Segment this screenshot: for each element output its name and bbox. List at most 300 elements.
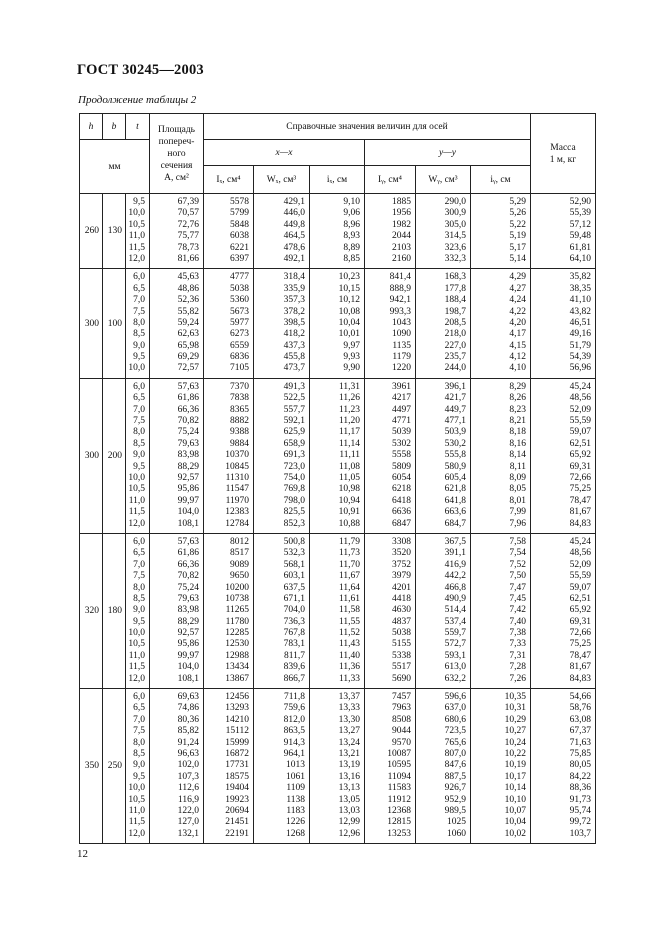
value-a: 72,57: [177, 363, 199, 374]
value-ix: 13,30: [338, 714, 360, 725]
value-t: 10,5: [128, 484, 145, 495]
value-t: 11,5: [128, 242, 145, 253]
value-ix: 11970: [225, 495, 249, 506]
value-a: 92,57: [177, 628, 199, 639]
value-wy: 605,4: [444, 472, 466, 483]
value-iy: 5338: [392, 650, 411, 661]
value-a: 81,66: [177, 253, 199, 264]
value-ix: 5360: [230, 295, 249, 306]
value-mass: 51,79: [569, 340, 591, 351]
value-wx: 418,2: [283, 329, 305, 340]
value-iy: 8,01: [509, 495, 526, 506]
value-a: 107,3: [177, 771, 199, 782]
cell-iy: [365, 378, 416, 533]
value-ix: 8012: [230, 536, 249, 547]
value-iy: 10,22: [504, 748, 526, 759]
value-wx: 625,9: [283, 427, 305, 438]
value-iy: 10,31: [504, 703, 526, 714]
header-reference: Справочные значения величин для осей: [204, 114, 531, 140]
value-mass: 62,51: [569, 593, 591, 604]
value-iy: 8,05: [509, 484, 526, 495]
value-iy: 10,19: [504, 760, 526, 771]
value-iy: 888,9: [389, 283, 411, 294]
value-a: 132,1: [177, 828, 199, 839]
value-t: 8,5: [133, 748, 145, 759]
value-wx: 603,1: [283, 571, 305, 582]
value-ix: 11547: [225, 484, 249, 495]
value-iy: 942,1: [389, 295, 411, 306]
value-ix: 13,24: [338, 737, 360, 748]
value-t: 10,0: [128, 208, 145, 219]
value-iy: 8,26: [509, 393, 526, 404]
header-mass-line1: Масса: [550, 142, 576, 153]
value-mass: 75,85: [569, 748, 591, 759]
value-ix: 9388: [230, 427, 249, 438]
value-t: 12,0: [128, 673, 145, 684]
value-mass: 52,09: [569, 404, 591, 415]
value-wy: 314,5: [444, 231, 466, 242]
value-iy: 10,07: [504, 805, 526, 816]
value-a: 85,82: [177, 726, 199, 737]
value-wy: 723,5: [444, 726, 466, 737]
value-ix: 10845: [225, 461, 249, 472]
value-ix: 6221: [230, 242, 249, 253]
value-iy: 12368: [387, 805, 411, 816]
value-iy: 8,23: [509, 404, 526, 415]
header-axis-y: [365, 140, 531, 166]
value-a: 112,6: [177, 783, 199, 794]
value-a: 75,77: [177, 231, 199, 242]
value-t: 9,0: [133, 605, 145, 616]
value-ix: 7370: [230, 381, 249, 392]
value-wy: 680,6: [444, 714, 466, 725]
cell-a: [150, 378, 204, 533]
value-iy: 3752: [392, 559, 411, 570]
header-wy: Wᵧ, см³: [416, 166, 471, 194]
value-ix: 11,11: [339, 450, 360, 461]
value-wx: 568,1: [283, 559, 305, 570]
value-ix: 5578: [230, 197, 249, 207]
value-wy: 530,2: [444, 438, 466, 449]
value-a: 66,36: [177, 404, 199, 415]
value-a: 127,0: [177, 817, 199, 828]
value-ix: 6273: [230, 329, 249, 340]
value-ix: 10370: [225, 450, 249, 461]
value-ix: 19404: [225, 783, 249, 794]
value-mass: 84,83: [569, 673, 591, 684]
value-ix: 11,64: [338, 582, 360, 593]
value-ix: 11,73: [338, 548, 360, 559]
value-ix: 13,19: [338, 760, 360, 771]
cell-wy: [416, 378, 471, 533]
cell-wx: [254, 194, 310, 269]
value-mass: 59,48: [569, 231, 591, 242]
value-iy: 5038: [392, 628, 411, 639]
header-iy-small: iᵧ, см: [471, 166, 531, 194]
value-t: 8,0: [133, 737, 145, 748]
value-wy: 1025: [447, 817, 466, 828]
value-iy: 5302: [392, 438, 411, 449]
value-ix: 9,10: [343, 197, 360, 207]
value-ix: 9,90: [343, 363, 360, 374]
header-h: [80, 114, 103, 140]
value-iy: 8,21: [509, 416, 526, 427]
value-iy: 9044: [392, 726, 411, 737]
header-b: [103, 114, 126, 140]
value-wx: 704,0: [283, 605, 305, 616]
value-mass: 59,07: [569, 427, 591, 438]
cell-ix: [204, 533, 254, 688]
value-wx: 592,1: [283, 416, 305, 427]
value-wx: 723,0: [283, 461, 305, 472]
value-ix: 12,99: [338, 817, 360, 828]
value-ix: 11,43: [338, 639, 360, 650]
cell-h: 320: [80, 533, 103, 688]
value-t: 7,0: [133, 404, 145, 415]
value-iy: 5809: [392, 461, 411, 472]
cell-h: 260: [80, 194, 103, 269]
value-iy: 8,14: [509, 450, 526, 461]
value-a: 66,36: [177, 559, 199, 570]
value-mass: 55,39: [569, 208, 591, 219]
value-t: 9,0: [133, 450, 145, 461]
value-a: 69,29: [177, 352, 199, 363]
value-t: 6,5: [133, 703, 145, 714]
value-ix: 20694: [225, 805, 249, 816]
value-t: 9,0: [133, 340, 145, 351]
value-wy: 641,8: [444, 495, 466, 506]
value-ix: 8,96: [343, 219, 360, 230]
value-ix: 12383: [225, 507, 249, 518]
value-wx: 398,5: [283, 317, 305, 328]
value-wx: 464,5: [283, 231, 305, 242]
cell-ix: [310, 689, 365, 844]
header-iy-big: Iᵧ, см⁴: [365, 166, 416, 194]
value-wx: 429,1: [283, 197, 305, 207]
value-wy: 442,2: [444, 571, 466, 582]
value-ix: 14210: [225, 714, 249, 725]
value-wx: 478,6: [283, 242, 305, 253]
value-a: 59,24: [177, 317, 199, 328]
value-ix: 10,23: [338, 272, 360, 283]
value-wy: 391,1: [444, 548, 466, 559]
value-mass: 59,07: [569, 582, 591, 593]
value-wx: 473,7: [283, 363, 305, 374]
value-ix: 12285: [225, 628, 249, 639]
value-mass: 81,67: [569, 507, 591, 518]
header-t-label: t: [136, 121, 139, 132]
value-mass: 78,47: [569, 650, 591, 661]
value-mass: 75,25: [569, 639, 591, 650]
value-a: 61,86: [177, 393, 199, 404]
value-iy: 7,31: [509, 650, 526, 661]
value-ix: 8882: [230, 416, 249, 427]
value-mass: 88,36: [569, 783, 591, 794]
value-a: 70,82: [177, 416, 199, 427]
value-iy: 841,4: [389, 272, 411, 283]
value-t: 6,0: [133, 536, 145, 547]
value-ix: 8517: [230, 548, 249, 559]
value-a: 75,24: [177, 582, 199, 593]
value-wx: 357,3: [283, 295, 305, 306]
cell-h: 350: [80, 689, 103, 844]
value-wy: 323,6: [444, 242, 466, 253]
value-ix: 13,33: [338, 703, 360, 714]
value-wx: 500,8: [283, 536, 305, 547]
value-wy: 244,0: [444, 363, 466, 374]
value-mass: 55,59: [569, 416, 591, 427]
cell-ix: [310, 378, 365, 533]
value-a: 92,57: [177, 472, 199, 483]
value-t: 6,0: [133, 381, 145, 392]
value-ix: 12784: [225, 518, 249, 529]
value-wy: 416,9: [444, 559, 466, 570]
cell-iy: [365, 533, 416, 688]
value-wy: 537,4: [444, 616, 466, 627]
value-a: 70,82: [177, 571, 199, 582]
value-t: 7,5: [133, 726, 145, 737]
value-iy: 10,17: [504, 771, 526, 782]
value-t: 10,0: [128, 628, 145, 639]
value-ix: 13,21: [338, 748, 360, 759]
value-ix: 15999: [225, 737, 249, 748]
value-ix: 9884: [230, 438, 249, 449]
value-ix: 10,94: [338, 495, 360, 506]
value-ix: 10,15: [338, 283, 360, 294]
value-ix: 11,36: [338, 662, 360, 673]
cell-t: [126, 533, 150, 688]
value-mass: 103,7: [569, 828, 591, 839]
value-iy: 4217: [392, 393, 411, 404]
value-ix: 11,08: [338, 461, 360, 472]
value-ix: 10,98: [338, 484, 360, 495]
value-wy: 305,0: [444, 219, 466, 230]
cell-iy: [471, 533, 531, 688]
value-mass: 95,74: [569, 805, 591, 816]
value-iy: 5,29: [509, 197, 526, 207]
value-iy: 5039: [392, 427, 411, 438]
table-row: [80, 689, 596, 844]
table-row: [80, 533, 596, 688]
value-ix: 21451: [225, 817, 249, 828]
value-mass: 56,96: [569, 363, 591, 374]
value-ix: 22191: [225, 828, 249, 839]
value-ix: 8365: [230, 404, 249, 415]
value-ix: 11310: [225, 472, 249, 483]
value-ix: 11,33: [338, 673, 360, 684]
value-iy: 12815: [387, 817, 411, 828]
header-mass: [531, 114, 596, 194]
value-iy: 7,28: [509, 662, 526, 673]
value-ix: 10,08: [338, 306, 360, 317]
value-ix: 5038: [230, 283, 249, 294]
value-ix: 11,26: [338, 393, 360, 404]
value-iy: 8,09: [509, 472, 526, 483]
cell-mass: [531, 533, 596, 688]
page-number: 12: [77, 848, 88, 860]
value-iy: 1885: [392, 197, 411, 207]
value-iy: 10,35: [504, 692, 526, 703]
value-wx: 852,3: [283, 518, 305, 529]
value-iy: 4,10: [509, 363, 526, 374]
value-wx: 492,1: [283, 253, 305, 264]
value-a: 57,63: [177, 381, 199, 392]
table-row: [80, 378, 596, 533]
value-iy: 5558: [392, 450, 411, 461]
cell-t: [126, 378, 150, 533]
value-ix: 12988: [225, 650, 249, 661]
value-ix: 9,97: [343, 340, 360, 351]
value-iy: 4,12: [509, 352, 526, 363]
value-mass: 99,72: [569, 817, 591, 828]
value-wy: 367,5: [444, 536, 466, 547]
value-mass: 46,51: [569, 317, 591, 328]
value-wx: 455,8: [283, 352, 305, 363]
value-wx: 318,4: [283, 272, 305, 283]
value-wx: 759,6: [283, 703, 305, 714]
value-mass: 84,22: [569, 771, 591, 782]
table-row: [80, 269, 596, 379]
value-mass: 80,05: [569, 760, 591, 771]
value-wy: 613,0: [444, 662, 466, 673]
value-ix: 7838: [230, 393, 249, 404]
header-axis-x-label: x—x: [275, 147, 293, 158]
value-ix: 11,40: [338, 650, 360, 661]
value-wy: 663,6: [444, 507, 466, 518]
value-iy: 6636: [392, 507, 411, 518]
value-iy: 6218: [392, 484, 411, 495]
cell-t: [126, 689, 150, 844]
cell-a: [150, 194, 204, 269]
value-ix: 11,20: [338, 416, 360, 427]
value-ix: 9650: [230, 571, 249, 582]
value-ix: 8,89: [343, 242, 360, 253]
cell-iy: [365, 689, 416, 844]
value-mass: 54,39: [569, 352, 591, 363]
value-t: 11,0: [128, 805, 145, 816]
value-wx: 1013: [286, 760, 305, 771]
value-iy: 10,14: [504, 783, 526, 794]
value-mass: 48,56: [569, 548, 591, 559]
value-wy: 684,7: [444, 518, 466, 529]
value-mass: 62,51: [569, 438, 591, 449]
header-area-line5: А, см²: [164, 172, 189, 183]
value-t: 8,5: [133, 329, 145, 340]
value-wy: 503,9: [444, 427, 466, 438]
value-a: 69,63: [177, 692, 199, 703]
cell-wy: [416, 269, 471, 379]
value-ix: 11,67: [338, 571, 360, 582]
value-wy: 227,0: [444, 340, 466, 351]
value-wx: 557,7: [283, 404, 305, 415]
value-iy: 4,24: [509, 295, 526, 306]
value-iy: 10,27: [504, 726, 526, 737]
value-iy: 7,40: [509, 616, 526, 627]
value-iy: 7,54: [509, 548, 526, 559]
value-wy: 632,2: [444, 673, 466, 684]
value-a: 79,63: [177, 438, 199, 449]
value-t: 8,5: [133, 593, 145, 604]
value-iy: 4418: [392, 593, 411, 604]
value-mass: 58,76: [569, 703, 591, 714]
value-ix: 9,06: [343, 208, 360, 219]
value-t: 6,0: [133, 692, 145, 703]
value-wx: 658,9: [283, 438, 305, 449]
value-wy: 332,3: [444, 253, 466, 264]
cell-wy: [416, 689, 471, 844]
value-wx: 736,3: [283, 616, 305, 627]
value-ix: 6038: [230, 231, 249, 242]
value-ix: 11780: [225, 616, 249, 627]
value-ix: 11,58: [338, 605, 360, 616]
value-mass: 55,59: [569, 571, 591, 582]
cell-iy: [365, 194, 416, 269]
value-iy: 5517: [392, 662, 411, 673]
value-iy: 7,99: [509, 507, 526, 518]
value-wy: 168,3: [444, 272, 466, 283]
value-t: 8,0: [133, 317, 145, 328]
value-wy: 580,9: [444, 461, 466, 472]
value-a: 72,76: [177, 219, 199, 230]
value-iy: 5,17: [509, 242, 526, 253]
value-iy: 2103: [392, 242, 411, 253]
value-iy: 993,3: [389, 306, 411, 317]
cell-a: [150, 533, 204, 688]
value-a: 62,63: [177, 329, 199, 340]
cell-mass: [531, 689, 596, 844]
value-iy: 4497: [392, 404, 411, 415]
value-wy: 218,0: [444, 329, 466, 340]
value-wx: 711,8: [283, 692, 305, 703]
value-wy: 572,7: [444, 639, 466, 650]
value-iy: 7,47: [509, 582, 526, 593]
value-wy: 926,7: [444, 783, 466, 794]
value-mass: 38,35: [569, 283, 591, 294]
value-a: 108,1: [177, 673, 199, 684]
value-iy: 5155: [392, 639, 411, 650]
value-iy: 1982: [392, 219, 411, 230]
value-mass: 72,66: [569, 628, 591, 639]
value-wy: 188,4: [444, 295, 466, 306]
value-ix: 5799: [230, 208, 249, 219]
value-t: 11,5: [128, 817, 145, 828]
value-iy: 2044: [392, 231, 411, 242]
value-wy: 449,7: [444, 404, 466, 415]
cell-b: 130: [103, 194, 126, 269]
value-iy: 6418: [392, 495, 411, 506]
value-t: 6,0: [133, 272, 145, 283]
value-mass: 54,66: [569, 692, 591, 703]
value-iy: 10,29: [504, 714, 526, 725]
value-iy: 4,27: [509, 283, 526, 294]
value-t: 9,5: [133, 771, 145, 782]
value-mass: 57,12: [569, 219, 591, 230]
header-t: [126, 114, 150, 140]
value-wx: 1268: [286, 828, 305, 839]
value-wy: 807,0: [444, 748, 466, 759]
cell-wx: [254, 689, 310, 844]
header-ix-small: iₓ, см: [310, 166, 365, 194]
value-t: 11,5: [128, 507, 145, 518]
value-ix: 5977: [230, 317, 249, 328]
value-t: 9,5: [133, 461, 145, 472]
header-area-line4: сечения: [160, 160, 193, 171]
value-mass: 52,90: [569, 197, 591, 207]
value-mass: 52,09: [569, 559, 591, 570]
value-mass: 75,25: [569, 484, 591, 495]
value-wx: 491,3: [283, 381, 305, 392]
value-iy: 2160: [392, 253, 411, 264]
